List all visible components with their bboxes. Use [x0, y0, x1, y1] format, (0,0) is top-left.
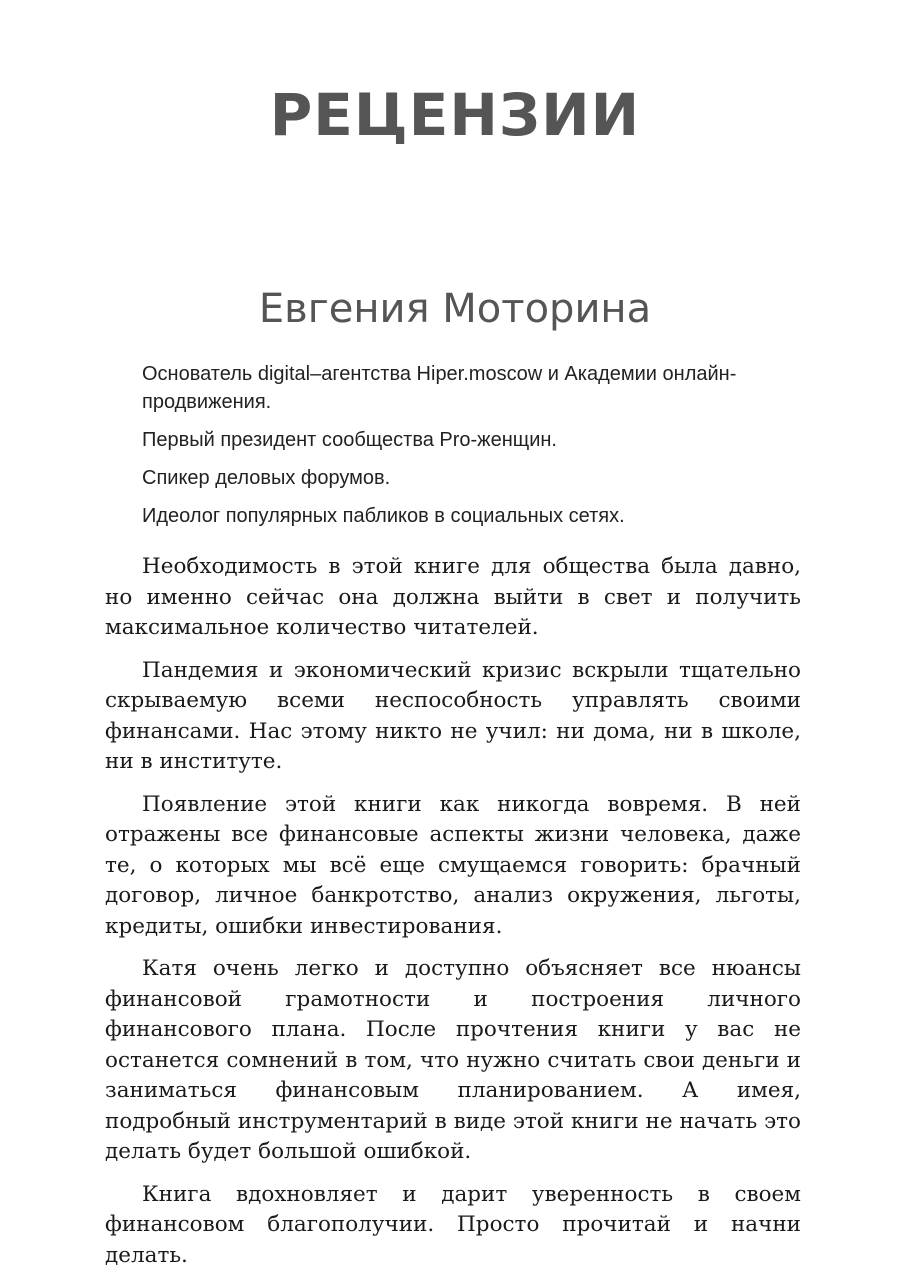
reviewer-bio-item: Основатель digital–агентства Hiper.moscow и Академии онлайн-продвижения.	[142, 363, 737, 413]
review-paragraph: Появление этой книги как никогда вовремя. В ней отражены все финансовые аспекты жизни человека, даже те, о которых мы всё еще смущаемся говорить: брачный договор, личное банкротство, анализ окружения, льготы, кредиты, ошибки инвестирования.	[105, 791, 801, 939]
reviewer-bio-item: Идеолог популярных пабликов в социальных сетях.	[142, 505, 625, 527]
review-body	[105, 552, 801, 1283]
reviewer-bio-list	[142, 360, 792, 540]
review-paragraph: Необходимость в этой книге для общества была давно, но именно сейчас она должна выйти в свет и получить максимальное количество читателей.	[105, 554, 801, 640]
reviewer-bio-item: Спикер деловых форумов.	[142, 467, 391, 489]
review-paragraph: Пандемия и экономический кризис вскрыли тщательно скрываемую всеми неспособность управлять своими финансами. Нас этому никто не учил: ни дома, ни в школе, ни в институте.	[105, 657, 801, 774]
chapter-title: РЕЦЕНЗИИ	[269, 81, 641, 149]
reviewer-name: Евгения Моторина	[258, 286, 652, 332]
reviewer-bio-item: Первый президент сообщества Pro-женщин.	[142, 429, 557, 451]
review-paragraph: Катя очень легко и доступно объясняет все нюансы финансовой грамотности и построения личного финансового плана. После прочтения книги у вас не останется сомнений в том, что нужно считать свои деньги и заниматься финансовым планированием. А имея, подробный инструментарий в виде этой книги не начать это делать будет большой ошибкой.	[105, 956, 801, 1164]
review-paragraph: Книга вдохновляет и дарит уверенность в своем финансовом благополучии. Просто прочитай и начни делать.	[105, 1181, 801, 1268]
